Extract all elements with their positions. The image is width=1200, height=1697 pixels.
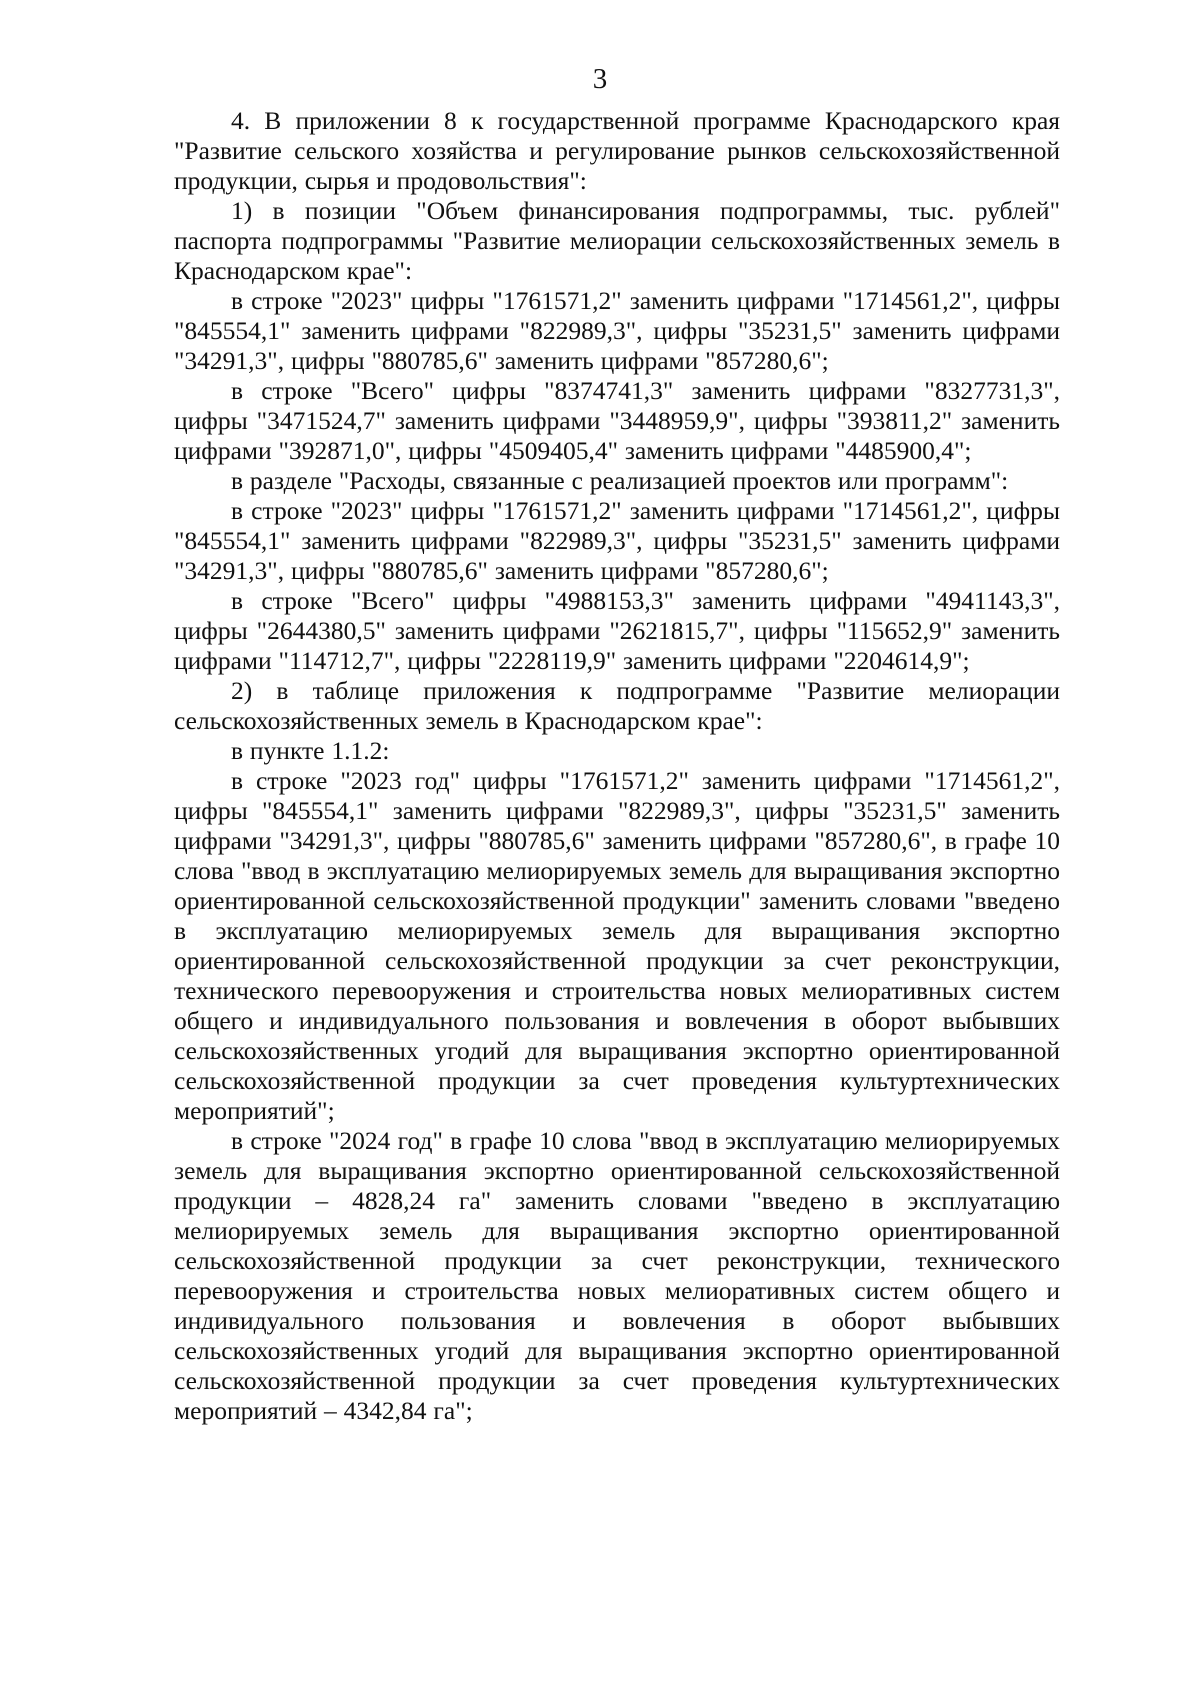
paragraph-row-2024-year: в строке "2024 год" в графе 10 слова "ввод в эксплуатацию мелиорируемых земель для выращивания экспортно ориентированной сельскохозяйственной продукции – 4828,24 га" заменить словами "введено в эксплуатацию мелиорируемых земель для выращивания экспортно ориентированной сельскохозяйственной продукции за счет реконструкции, технического перевооружения и строительства новых мелиоративных систем общего и индивидуального пользования и вовлечения в оборот выбывших сельскохозяйственных угодий для выращивания экспортно ориентированной сельскохозяйственной продукции за счет проведения культуртехнических мероприятий – 4342,84 га";	[174, 1126, 1060, 1425]
paragraph-subitem-1: 1) в позиции "Объем финансирования подпрограммы, тыс. рублей" паспорта подпрограммы "Развитие мелиорации сельскохозяйственных земель в Краснодарском крае":	[174, 196, 1060, 285]
paragraph-section-expenses: в разделе "Расходы, связанные с реализацией проектов или программ":	[231, 466, 1009, 495]
paragraph-item-4: 4. В приложении 8 к государственной программе Краснодарского края "Развитие сельского хозяйства и регулирование рынков сельскохозяйственной продукции, сырья и продовольствия":	[174, 106, 1060, 195]
paragraph-row-2023-expenses: в строке "2023" цифры "1761571,2" заменить цифрами "1714561,2", цифры "845554,1" заменить цифрами "822989,3", цифры "35231,5" заменить цифрами "34291,3", цифры "880785,6" заменить цифрами "857280,6";	[174, 496, 1060, 585]
paragraph-row-2023-passport: в строке "2023" цифры "1761571,2" заменить цифрами "1714561,2", цифры "845554,1" заменить цифрами "822989,3", цифры "35231,5" заменить цифрами "34291,3", цифры "880785,6" заменить цифрами "857280,6";	[174, 286, 1060, 375]
document-body	[174, 106, 1060, 1426]
paragraph-row-total-passport: в строке "Всего" цифры "8374741,3" заменить цифрами "8327731,3", цифры "3471524,7" заменить цифрами "3448959,9", цифры "393811,2" заменить цифрами "392871,0", цифры "4509405,4" заменить цифрами "4485900,4";	[174, 376, 1060, 465]
paragraph-point-1-1-2: в пункте 1.1.2:	[231, 736, 390, 765]
paragraph-row-2023-year: в строке "2023 год" цифры "1761571,2" заменить цифрами "1714561,2", цифры "845554,1" заменить цифрами "822989,3", цифры "35231,5" заменить цифрами "34291,3", цифры "880785,6" заменить цифрами "857280,6", в графе 10 слова "ввод в эксплуатацию мелиорируемых земель для выращивания экспортно ориентированной сельскохозяйственной продукции" заменить словами "введено в эксплуатацию мелиорируемых земель для выращивания экспортно ориентированной сельскохозяйственной продукции за счет реконструкции, технического перевооружения и строительства новых мелиоративных систем общего и индивидуального пользования и вовлечения в оборот выбывших сельскохозяйственных угодий для выращивания экспортно ориентированной сельскохозяйственной продукции за счет проведения культуртехнических мероприятий";	[174, 766, 1060, 1125]
page-number: 3	[592, 63, 608, 95]
paragraph-row-total-expenses: в строке "Всего" цифры "4988153,3" заменить цифрами "4941143,3", цифры "2644380,5" заменить цифрами "2621815,7", цифры "115652,9" заменить цифрами "114712,7", цифры "2228119,9" заменить цифрами "2204614,9";	[174, 586, 1060, 675]
paragraph-subitem-2: 2) в таблице приложения к подпрограмме "Развитие мелиорации сельскохозяйственных земель в Краснодарском крае":	[174, 676, 1060, 735]
